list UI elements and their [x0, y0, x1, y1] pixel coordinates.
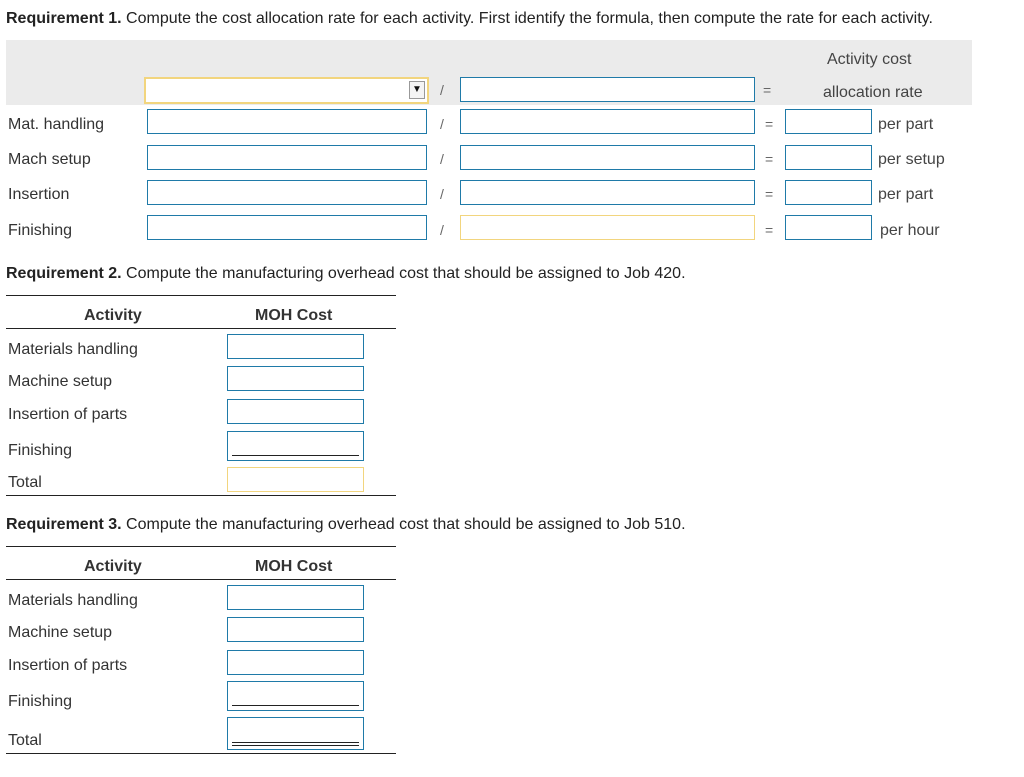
- requirement-1-title: [6, 10, 933, 28]
- underline: [232, 455, 359, 456]
- mat-handling-rate-input[interactable]: [785, 109, 872, 134]
- job420-finishing-input[interactable]: [227, 431, 364, 461]
- unit-label: per hour: [880, 222, 940, 239]
- column-header-moh-cost: MOH Cost: [255, 307, 333, 324]
- job420-total-input[interactable]: [227, 467, 364, 492]
- requirement-3-title: [6, 516, 686, 534]
- requirement-3-label: Requirement 3.: [6, 516, 122, 533]
- table-bottom-rule: [6, 753, 396, 754]
- mach-setup-denominator-input[interactable]: [460, 145, 755, 170]
- job510-machine-setup-input[interactable]: [227, 617, 364, 642]
- requirement-2-text: Compute the manufacturing overhead cost that should be assigned to Job 420.: [121, 265, 686, 282]
- requirement-1-text: Compute the cost allocation rate for each activity. First identify the formula, then compute the rate for each activity.: [121, 10, 933, 27]
- job420-materials-handling-input[interactable]: [227, 334, 364, 359]
- equals-symbol: =: [763, 82, 772, 98]
- activity-label-mat-handling: Mat. handling: [8, 116, 105, 133]
- job510-finishing-input[interactable]: [227, 681, 364, 711]
- underline: [232, 705, 359, 706]
- rate-header-line2: allocation rate: [823, 84, 923, 101]
- table-header-rule: [6, 579, 396, 580]
- unit-label: per setup: [878, 151, 945, 168]
- mat-handling-numerator-input[interactable]: [147, 109, 427, 134]
- double-underline: [232, 745, 359, 746]
- divide-symbol: /: [440, 116, 444, 132]
- row-label: Insertion of parts: [8, 657, 128, 674]
- table-top-rule: [6, 295, 396, 296]
- mach-setup-numerator-input[interactable]: [147, 145, 427, 170]
- equals-symbol: =: [765, 151, 774, 167]
- formula-denominator-input[interactable]: [460, 77, 755, 102]
- divide-symbol: /: [440, 186, 444, 202]
- job420-machine-setup-input[interactable]: [227, 366, 364, 391]
- row-label: Machine setup: [8, 373, 113, 390]
- equals-symbol: =: [765, 116, 774, 132]
- activity-label-insertion: Insertion: [8, 186, 70, 203]
- mat-handling-denominator-input[interactable]: [460, 109, 755, 134]
- finishing-denominator-input[interactable]: [460, 215, 755, 240]
- unit-label: per part: [878, 186, 934, 203]
- column-header-activity: Activity: [84, 307, 142, 324]
- finishing-numerator-input[interactable]: [147, 215, 427, 240]
- row-label: Total: [8, 474, 42, 491]
- requirement-2-title: [6, 265, 686, 283]
- divide-symbol: /: [440, 222, 444, 238]
- row-label: Materials handling: [8, 592, 138, 609]
- row-label: Insertion of parts: [8, 406, 128, 423]
- activity-label-finishing: Finishing: [8, 222, 73, 239]
- equals-symbol: =: [765, 222, 774, 238]
- column-header-moh-cost: MOH Cost: [255, 558, 333, 575]
- job510-insertion-input[interactable]: [227, 650, 364, 675]
- requirement-1-label: Requirement 1.: [6, 10, 122, 27]
- activity-label-mach-setup: Mach setup: [8, 151, 91, 168]
- unit-label: per part: [878, 116, 934, 133]
- table-header-rule: [6, 328, 396, 329]
- row-label: Finishing: [8, 442, 73, 459]
- mach-setup-rate-input[interactable]: [785, 145, 872, 170]
- insertion-rate-input[interactable]: [785, 180, 872, 205]
- finishing-rate-input[interactable]: [785, 215, 872, 240]
- column-header-activity: Activity: [84, 558, 142, 575]
- job510-total-input[interactable]: [227, 717, 364, 750]
- job510-materials-handling-input[interactable]: [227, 585, 364, 610]
- job420-insertion-input[interactable]: [227, 399, 364, 424]
- requirement-2-label: Requirement 2.: [6, 265, 122, 282]
- divide-symbol: /: [440, 82, 444, 98]
- row-label: Materials handling: [8, 341, 138, 358]
- insertion-denominator-input[interactable]: [460, 180, 755, 205]
- insertion-numerator-input[interactable]: [147, 180, 427, 205]
- requirement-3-text: Compute the manufacturing overhead cost that should be assigned to Job 510.: [121, 516, 686, 533]
- row-label: Total: [8, 732, 42, 749]
- table-bottom-rule: [6, 495, 396, 496]
- double-underline: [232, 742, 359, 743]
- rate-header-line1: Activity cost: [827, 51, 912, 68]
- chevron-down-icon[interactable]: ▼: [409, 81, 425, 99]
- row-label: Machine setup: [8, 624, 113, 641]
- formula-numerator-dropdown[interactable]: [144, 77, 429, 104]
- equals-symbol: =: [765, 186, 774, 202]
- row-label: Finishing: [8, 693, 73, 710]
- table-top-rule: [6, 546, 396, 547]
- divide-symbol: /: [440, 151, 444, 167]
